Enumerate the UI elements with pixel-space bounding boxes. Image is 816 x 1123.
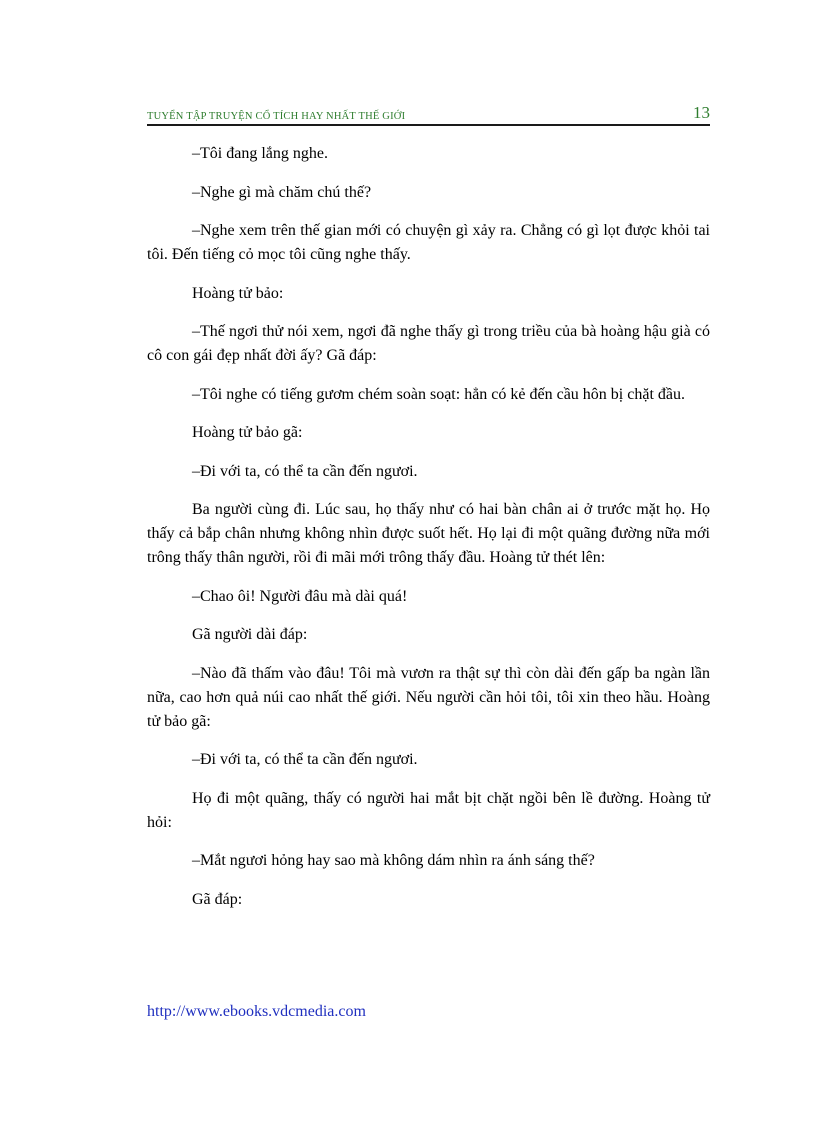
paragraph: Gã đáp: <box>192 890 243 908</box>
paragraph: –Nào đã thấm vào đâu! Tôi mà vươn ra thật sự thì còn dài đến gấp ba ngàn lần nữa, cao hơn quả núi cao nhất thế giới. Nếu người cần hỏi tôi, tôi xin theo hầu. Hoàng tử bảo gã: <box>147 664 710 730</box>
paragraph: –Nghe xem trên thế gian mới có chuyện gì xảy ra. Chẳng có gì lọt được khỏi tai tôi. Đến tiếng cỏ mọc tôi cũng nghe thấy. <box>147 222 710 263</box>
paragraph: –Tôi nghe có tiếng gươm chém soàn soạt: hẳn có kẻ đến cầu hôn bị chặt đầu. <box>192 385 685 403</box>
running-header <box>147 104 710 126</box>
paragraph: Hoàng tử bảo: <box>192 284 284 302</box>
story-text <box>147 142 710 926</box>
paragraph: –Đi với ta, có thể ta cần đến ngươi. <box>192 462 418 480</box>
book-title: TUYỂN TẬP TRUYỆN CỔ TÍCH HAY NHẤT THẾ GIỚI <box>147 111 406 122</box>
page-number: 13 <box>693 103 710 122</box>
paragraph: Hoàng tử bảo gã: <box>192 424 303 441</box>
paragraph: Ba người cùng đi. Lúc sau, họ thấy như có hai bàn chân ai ở trước mặt họ. Họ thấy cả bắp chân nhưng không nhìn được suốt hết. Họ lại đi một quãng đường nữa mới trông thấy thân người, rồi đi mãi mới trông thấy đầu. Hoàng tử thét lên: <box>147 501 710 566</box>
paragraph: –Nghe gì mà chăm chú thế? <box>192 183 372 201</box>
paragraph: –Chao ôi! Người đâu mà dài quá! <box>192 587 408 605</box>
paragraph: –Đi với ta, có thể ta cần đến ngươi. <box>192 751 418 768</box>
footer-url-link[interactable]: http://www.ebooks.vdcmedia.com <box>147 1003 366 1020</box>
paragraph: Gã người dài đáp: <box>192 626 308 643</box>
paragraph: –Tôi đang lắng nghe. <box>192 145 328 162</box>
paragraph: –Mắt ngươi hỏng hay sao mà không dám nhìn ra ánh sáng thế? <box>192 852 595 869</box>
paragraph: –Thế ngơi thử nói xem, ngơi đã nghe thấy gì trong triều của bà hoàng hậu già có cô con gái đẹp nhất đời ấy? Gã đáp: <box>147 323 710 364</box>
paragraph: Họ đi một quãng, thấy có người hai mắt bịt chặt ngồi bên lề đường. Hoàng tử hỏi: <box>147 789 710 831</box>
